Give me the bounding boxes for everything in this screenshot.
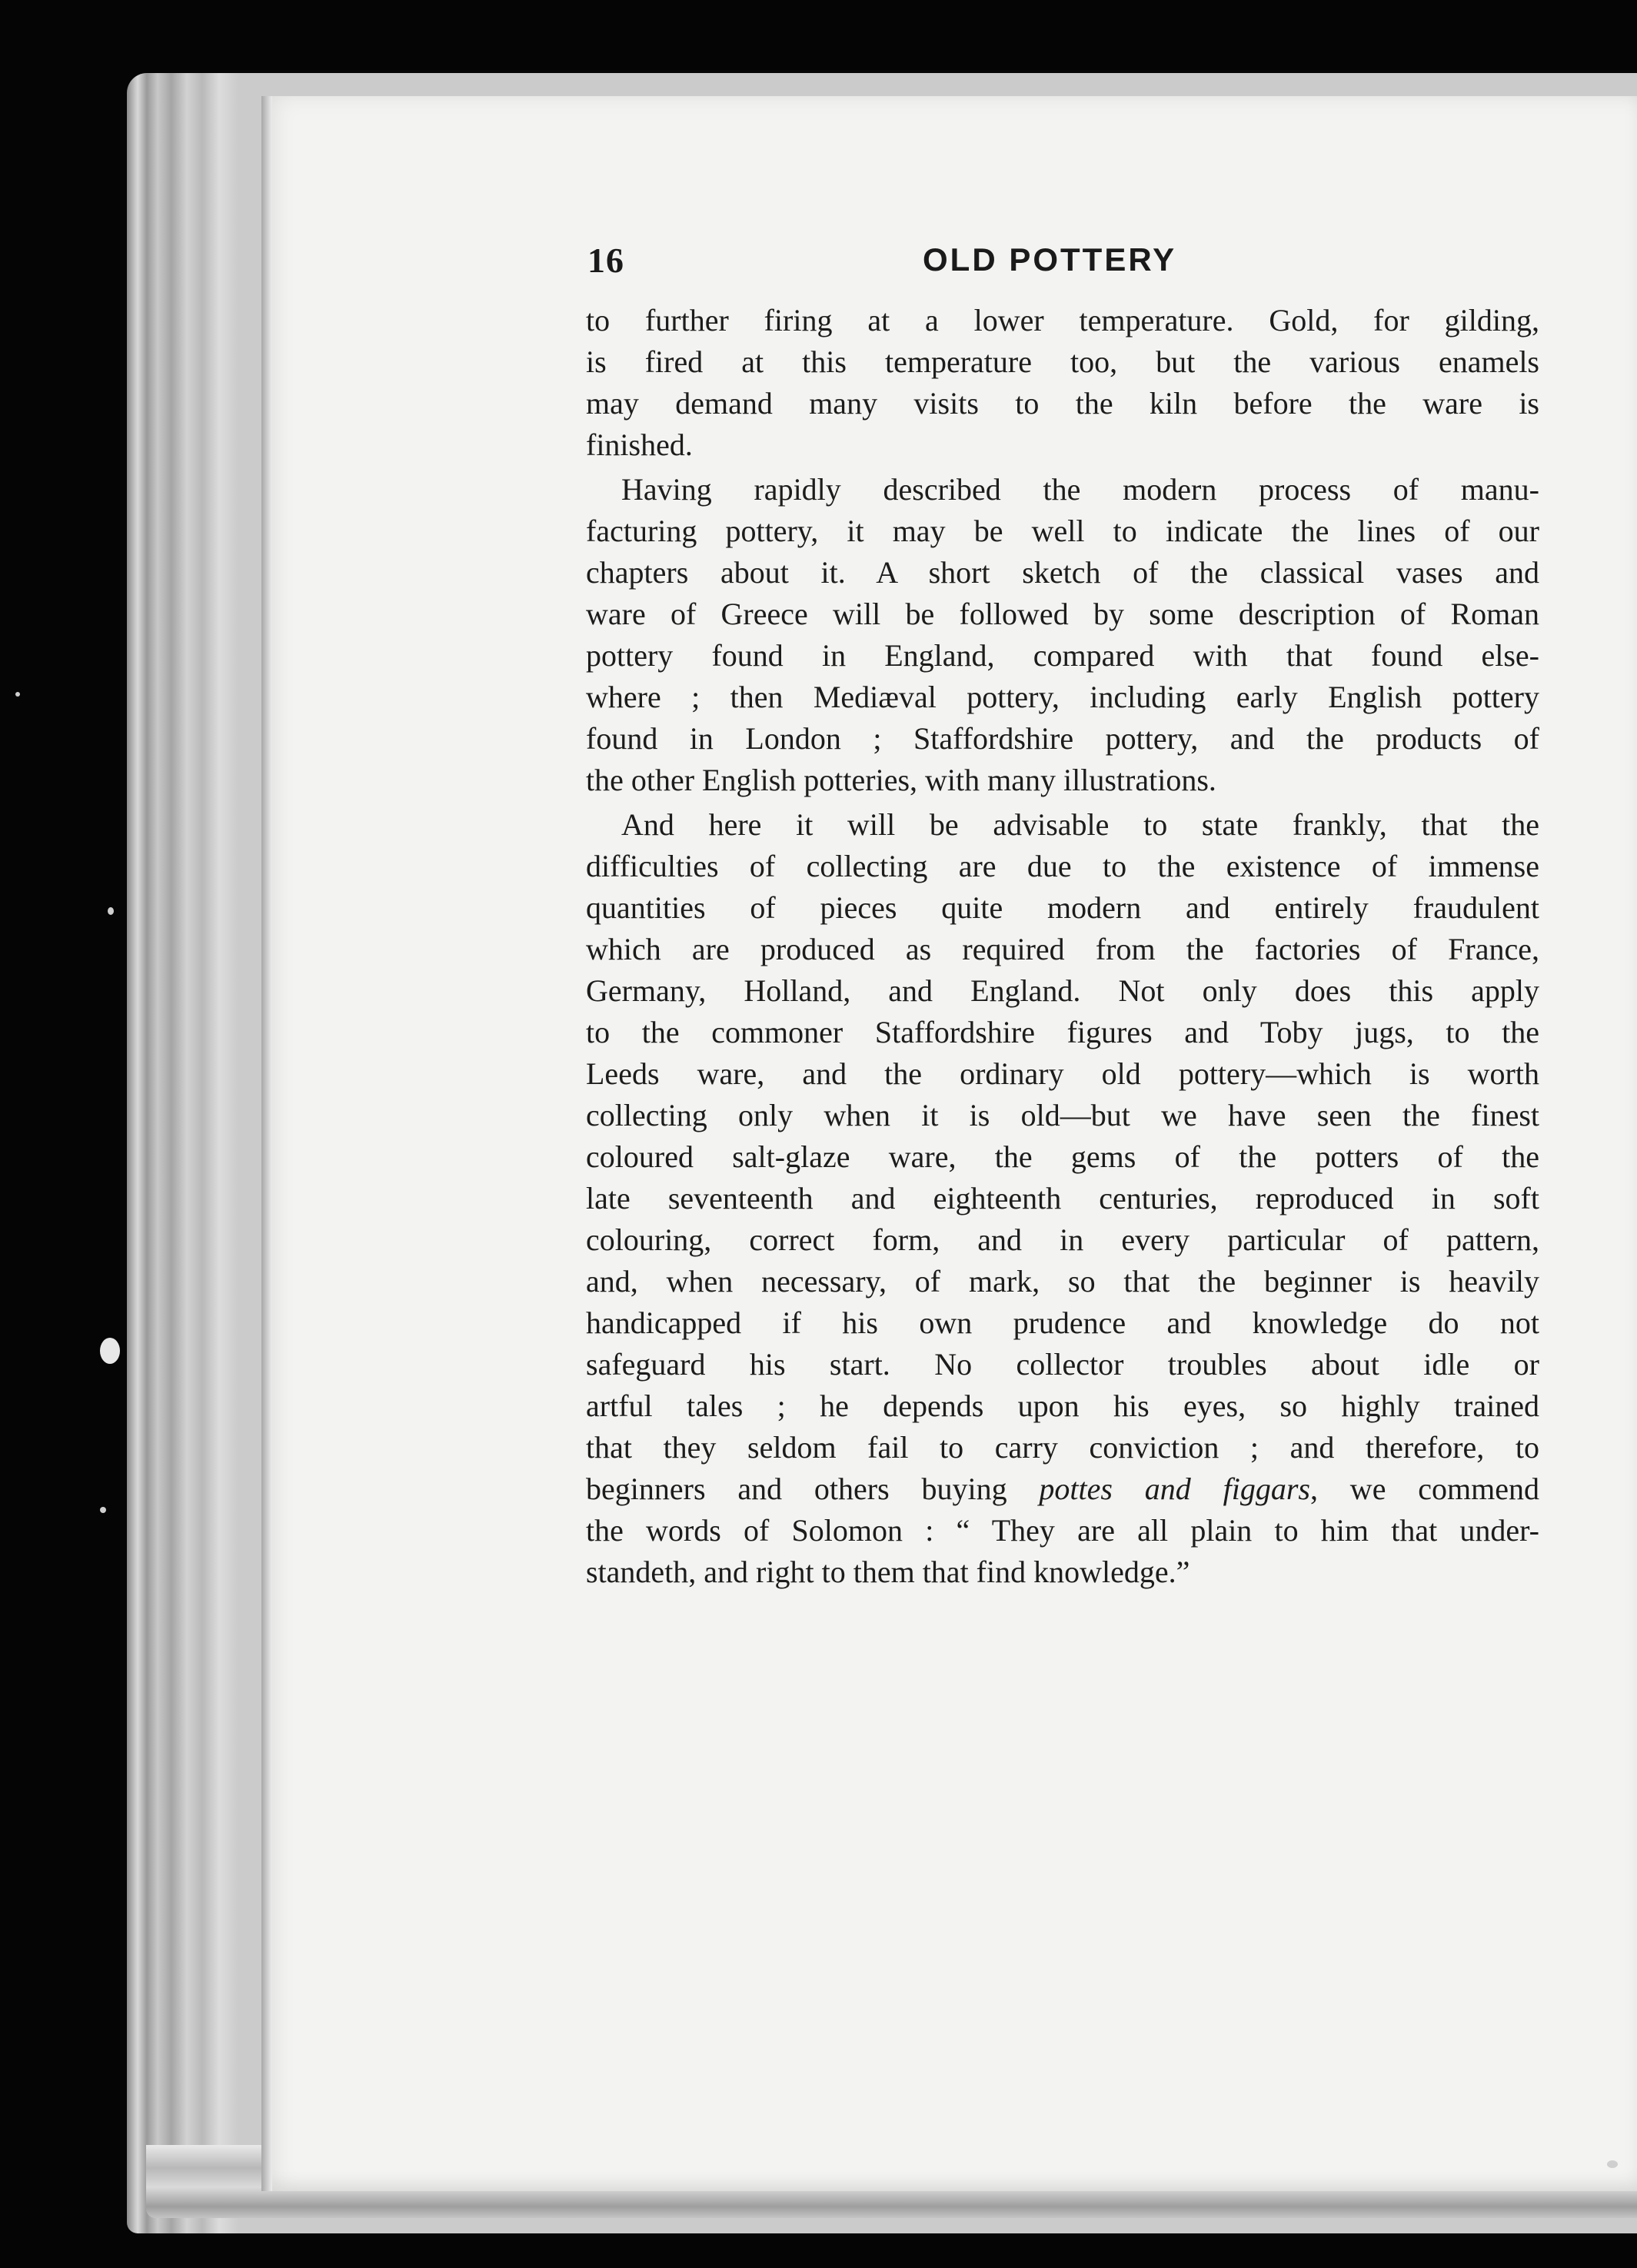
text-line-with-italic xyxy=(586,1468,1539,1510)
scan-speck xyxy=(1607,2160,1618,2168)
text-line: Leeds ware, and the ordinary old pottery—which is worth xyxy=(586,1056,1539,1091)
text-line: ware of Greece will be followed by some description of Roman xyxy=(586,597,1539,631)
text-line: colouring, correct form, and in every particular of pattern, xyxy=(586,1222,1539,1257)
text-line: difficulties of collecting are due to the existence of immense xyxy=(586,849,1539,883)
scan-speck xyxy=(108,907,114,915)
text-line: is fired at this temperature too, but the various enamels xyxy=(586,344,1539,379)
text-line: found in London ; Staffordshire pottery, and the products of xyxy=(586,721,1539,756)
text-run: , we commend xyxy=(1309,1472,1540,1506)
text-run: beginners and others buying xyxy=(586,1472,1040,1506)
paragraph xyxy=(586,469,1539,801)
scan-speck xyxy=(100,1507,106,1513)
text-line: standeth, and right to them that find knowledge.” xyxy=(586,1555,1190,1589)
body-text xyxy=(586,300,1539,1593)
page-number: 16 xyxy=(587,241,624,280)
paragraph xyxy=(586,804,1539,1593)
text-line: Having rapidly described the modern process of manu- xyxy=(621,472,1539,507)
page-gutter-shadow xyxy=(261,96,272,2191)
text-line: quantities of pieces quite modern and entirely fraudulent xyxy=(586,890,1539,925)
text-line: coloured salt-glaze ware, the gems of the potters of the xyxy=(586,1139,1539,1174)
text-line: which are produced as required from the factories of France, xyxy=(586,932,1539,966)
text-line: late seventeenth and eighteenth centuries, reproduced in soft xyxy=(586,1181,1539,1215)
text-line: Germany, Holland, and England. Not only does this apply xyxy=(586,973,1539,1008)
text-line: handicapped if his own prudence and knowledge do not xyxy=(586,1305,1539,1340)
scan-speck xyxy=(100,1338,120,1364)
text-line: to further firing at a lower temperature. Gold, for gilding, xyxy=(586,303,1539,338)
text-line: to the commoner Staffordshire figures and Toby jugs, to the xyxy=(586,1015,1539,1049)
text-line: safeguard his start. No collector troubles about idle or xyxy=(586,1347,1539,1382)
scan-speck xyxy=(15,692,20,697)
text-line: pottery found in England, compared with that found else- xyxy=(586,638,1539,673)
text-line: the other English potteries, with many illustrations. xyxy=(586,763,1216,797)
text-line: And here it will be advisable to state frankly, that the xyxy=(621,807,1539,842)
text-line: collecting only when it is old—but we have seen the finest xyxy=(586,1098,1539,1132)
italic-phrase: pottes and figgars xyxy=(1039,1472,1310,1506)
text-line: finished. xyxy=(586,427,693,462)
text-line: facturing pottery, it may be well to indicate the lines of our xyxy=(586,514,1539,548)
text-line: and, when necessary, of mark, so that the beginner is heavily xyxy=(586,1264,1539,1299)
text-line: chapters about it. A short sketch of the classical vases and xyxy=(586,555,1539,590)
paragraph xyxy=(586,300,1539,466)
running-header xyxy=(587,240,1541,286)
text-line: the words of Solomon : “ They are all plain to him that under- xyxy=(586,1513,1539,1548)
running-title: OLD POTTERY xyxy=(923,241,1177,278)
text-line: artful tales ; he depends upon his eyes, so highly trained xyxy=(586,1388,1539,1423)
text-line: where ; then Mediæval pottery, including early English pottery xyxy=(586,680,1539,714)
text-line: may demand many visits to the kiln before the ware is xyxy=(586,386,1539,421)
text-line: that they seldom fail to carry conviction ; and therefore, to xyxy=(586,1430,1539,1465)
